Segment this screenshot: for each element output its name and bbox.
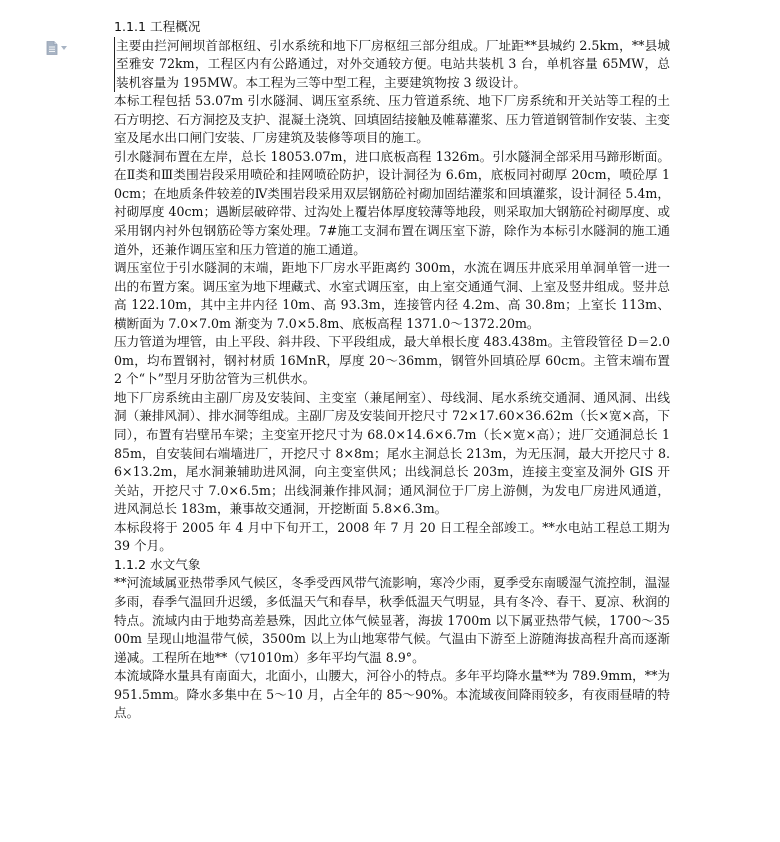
paragraph-penstock: 压力管道为埋管，由上平段、斜井段、下平段组成，最大单根长度 483.438m。主管段管径 D＝2.00m，均布置钢衬，钢衬材质 16MnR，厚度 20～36mm，钢管外回填砼厚 60cm。主管末端布置 2 个“卜”型月牙肋岔管为三机供水。 <box>114 334 670 387</box>
document-icon <box>46 41 58 55</box>
paragraph-headrace-tunnel: 引水隧洞布置在左岸，总长 18053.07m，进口底板高程 1326m。引水隧洞全部采用马蹄形断面。在Ⅱ类和Ⅲ类围岩段采用喷砼和挂网喷砼防护，设计洞径为 6.6m，底板同衬砌厚 20cm，喷砼厚 10cm；在地质条件较差的Ⅳ类围岩段采用双层钢筋砼衬砌加固结灌浆和回填灌浆，设计洞径 5.4m，衬砌厚度 40cm；遇断层破碎带、过沟处上覆岩体厚度较薄等地段，则采取加大钢筋砼衬砌厚度、或采用钢内衬外包钢筋砼等方案处理。7#施工支洞布置在调压室下游，除作为本标引水隧洞的施工通道外，还兼作调压室和压力管道的施工通道。 <box>114 148 670 257</box>
paragraph-schedule: 本标段将于 2005 年 4 月中下旬开工，2008 年 7 月 20 日工程全部竣工。**水电站工程总工期为 39 个月。 <box>114 519 670 554</box>
paragraph-scope: 本标工程包括 53.07m 引水隧洞、调压室系统、压力管道系统、地下厂房系统和开关站等工程的土石方明挖、石方洞挖及支护、混凝土浇筑、回填固结接触及帷幕灌浆、压力管道钢管制作安装、主变室及尾水出口闸门安装、厂房建筑及装修等项目的施工。 <box>114 93 670 146</box>
document-body[interactable] <box>114 18 670 723</box>
section-heading-overview: 1.1.1 工程概况 <box>114 19 201 34</box>
section-heading-hydrology: 1.1.2 水文气象 <box>114 556 201 572</box>
paragraph-layout: 主要由拦河闸坝首部枢纽、引水系统和地下厂房枢纽三部分组成。厂址距**县城约 2.5km，**县城至雅安 72km，工程区内有公路通过，对外交通较方便。电站共装机 3 台，单机容量 65MW，总装机容量为 195MW。本工程为三等中型工程，主要建筑物按 3 级设计。 <box>114 37 670 93</box>
paragraph-powerhouse: 地下厂房系统由主副厂房及安装间、主变室（兼尾闸室）、母线洞、尾水系统交通洞、通风洞、出线洞（兼排风洞）、排水洞等组成。主副厂房及安装间开挖尺寸 72×17.60×36.62m（长×宽×高，下同），布置有岩壁吊车梁；主变室开挖尺寸为 68.0×14.6×6.7m（长×宽×高）；进厂交通洞总长 185m，自安装间右端墙进厂，开挖尺寸 8×8m；尾水主洞总长 213m，为无压洞，最大开挖尺寸 8.6×13.2m，尾水洞兼辅助进风洞，向主变室供风；出线洞总长 203m，连接主变室及洞外 GIS 开关站，开挖尺寸 7.0×6.5m；出线洞兼作排风洞；通风洞位于厂房上游侧，为发电厂房进风通道，进风洞总长 183m，兼事故交通洞，开挖断面 5.8×6.3m。 <box>114 389 670 517</box>
document-options-button[interactable] <box>46 40 70 56</box>
paragraph-surge-chamber: 调压室位于引水隧洞的末端，距地下厂房水平距离约 300m，水流在调压井底采用单洞单管一进一出的布置方案。调压室为地下埋藏式、水室式调压室，由上室交通通气洞、上室及竖井组成。竖井总高 122.10m，其中主井内径 10m、高 93.3m，连接管内径 4.2m、高 30.8m；上室长 113m、横断面为 7.0×7.0m 渐变为 7.0×5.8m、底板高程 1371.0～1372.20m。 <box>114 260 670 331</box>
paragraph-climate: **河流域属亚热带季风气候区，冬季受西风带气流影响，寒冷少雨，夏季受东南暖湿气流控制，温湿多雨，春季气温回升迟缓，多低温天气和春旱，秋季低温天气明显，具有冬冷、春干、夏凉、秋润的特点。流域内由于地势高差悬殊，因此立体气候显著，海拔 1700m 以下属亚热带气候，1700～3500m 呈现山地温带气候，3500m 以上为山地寒带气候。气温由下游至上游随海拔高程升高而逐渐递减。工程所在地**（▽1010m）多年平均气温 8.9°。 <box>114 575 670 665</box>
paragraph-precipitation: 本流域降水量具有南面大，北面小，山腰大，河谷小的特点。多年平均降水量**为 789.9mm，**为 951.5mm。降水多集中在 5～10 月，占全年的 85～90%。本流域夜间降雨较多，有夜雨昼晴的特点。 <box>114 668 670 721</box>
chevron-down-icon <box>61 46 67 50</box>
